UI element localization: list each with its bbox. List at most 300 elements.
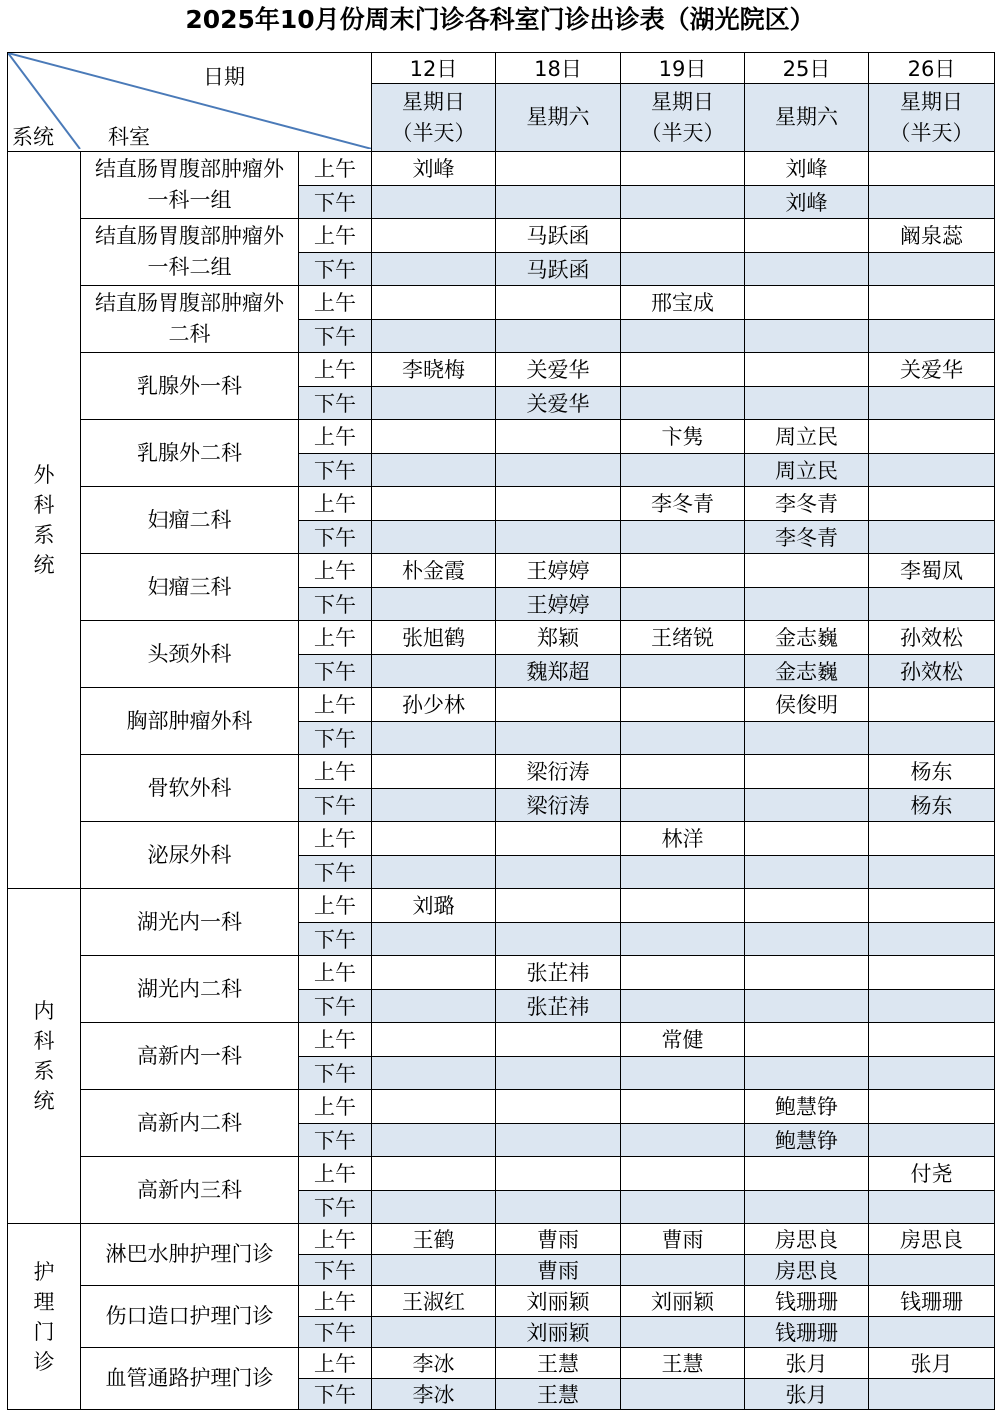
date-header: 19日 [621, 53, 745, 84]
doctor-cell [496, 420, 621, 454]
doctor-cell [372, 755, 496, 789]
department-name: 血管通路护理门诊 [105, 1366, 274, 1390]
corner-diagonal-lines [8, 53, 372, 149]
doctor-cell: 周立民 [745, 453, 869, 487]
period-pm: 下午 [299, 185, 372, 219]
doctor-cell: 孙效松 [869, 621, 995, 655]
day-header [869, 84, 995, 152]
doctor-cell: 李冰 [372, 1348, 496, 1379]
period-pm: 下午 [299, 252, 372, 286]
doctor-cell: 李蜀凤 [869, 554, 995, 588]
am-row [8, 219, 995, 253]
am-row [8, 487, 995, 521]
doctor-cell [745, 1056, 869, 1090]
doctor-cell: 王慧 [621, 1348, 745, 1379]
doctor-cell: 王慧 [496, 1348, 621, 1379]
doctor-cell [869, 822, 995, 856]
doctor-cell [372, 922, 496, 956]
doctor-cell [372, 420, 496, 454]
department-cell [81, 889, 299, 956]
doctor-cell: 房思良 [869, 1224, 995, 1255]
doctor-cell: 张芷祎 [496, 989, 621, 1023]
doctor-cell: 钱珊珊 [745, 1286, 869, 1317]
doctor-cell [621, 219, 745, 253]
doctor-cell [496, 1157, 621, 1191]
period-pm: 下午 [299, 1317, 372, 1348]
system-axis-label: 系统 [12, 125, 54, 149]
period-am: 上午 [299, 889, 372, 923]
am-row [8, 286, 995, 320]
doctor-cell: 李冬青 [745, 487, 869, 521]
doctor-cell: 王鹤 [372, 1224, 496, 1255]
doctor-cell [869, 520, 995, 554]
department-cell [81, 755, 299, 822]
department-name: 高新内二科 [137, 1110, 242, 1135]
doctor-cell: 鲍慧铮 [745, 1090, 869, 1124]
date-header: 12日 [372, 53, 496, 84]
doctor-cell [869, 1123, 995, 1157]
department-cell [81, 554, 299, 621]
doctor-cell [496, 319, 621, 353]
doctor-cell [496, 1056, 621, 1090]
doctor-cell [745, 319, 869, 353]
doctor-cell [496, 520, 621, 554]
department-name-line2: 一科二组 [147, 255, 232, 279]
day-name: 星期日 [402, 89, 466, 114]
doctor-cell [496, 688, 621, 722]
am-row [8, 1023, 995, 1057]
period-pm: 下午 [299, 587, 372, 621]
day-note: （半天） [889, 120, 974, 145]
doctor-cell [745, 286, 869, 320]
doctor-cell [869, 252, 995, 286]
doctor-cell [372, 855, 496, 889]
doctor-cell [745, 855, 869, 889]
doctor-cell: 孙少林 [372, 688, 496, 722]
doctor-cell: 曹雨 [496, 1224, 621, 1255]
period-pm: 下午 [299, 1056, 372, 1090]
department-name: 泌尿外科 [147, 842, 232, 867]
period-am: 上午 [299, 822, 372, 856]
am-row [8, 152, 995, 186]
dept-axis-label: 科室 [108, 125, 150, 149]
doctor-cell: 李冬青 [745, 520, 869, 554]
doctor-cell [372, 822, 496, 856]
doctor-cell [745, 1190, 869, 1224]
doctor-cell: 郑颖 [496, 621, 621, 655]
period-am: 上午 [299, 1348, 372, 1379]
doctor-cell: 马跃函 [496, 252, 621, 286]
doctor-cell [372, 453, 496, 487]
doctor-cell: 王慧 [496, 1379, 621, 1410]
doctor-cell [869, 922, 995, 956]
day-note: （半天） [391, 120, 476, 145]
period-pm: 下午 [299, 1190, 372, 1224]
doctor-cell [745, 989, 869, 1023]
period-pm: 下午 [299, 520, 372, 554]
day-header [745, 84, 869, 152]
doctor-cell [745, 1023, 869, 1057]
system-name-char: 内 [33, 999, 55, 1023]
doctor-cell [372, 788, 496, 822]
doctor-cell [372, 1157, 496, 1191]
department-cell [81, 1157, 299, 1224]
department-cell [81, 1023, 299, 1090]
doctor-cell: 房思良 [745, 1255, 869, 1286]
period-am: 上午 [299, 487, 372, 521]
doctor-cell [869, 956, 995, 990]
doctor-cell [496, 185, 621, 219]
period-am: 上午 [299, 621, 372, 655]
doctor-cell: 朴金霞 [372, 554, 496, 588]
period-am: 上午 [299, 1157, 372, 1191]
department-name: 淋巴水肿护理门诊 [105, 1242, 274, 1266]
department-name: 结直肠胃腹部肿瘤外 [95, 291, 284, 315]
day-name: 星期日 [651, 89, 715, 114]
doctor-cell: 曹雨 [496, 1255, 621, 1286]
period-pm: 下午 [299, 386, 372, 420]
doctor-cell [745, 386, 869, 420]
doctor-cell [496, 286, 621, 320]
date-axis-label: 日期 [203, 65, 245, 89]
department-name: 结直肠胃腹部肿瘤外 [95, 157, 284, 181]
doctor-cell [372, 654, 496, 688]
department-cell [81, 152, 299, 219]
doctor-cell: 王绪锐 [621, 621, 745, 655]
doctor-cell [869, 1023, 995, 1057]
department-cell [81, 420, 299, 487]
doctor-cell [869, 1056, 995, 1090]
doctor-cell [621, 587, 745, 621]
doctor-cell [621, 1056, 745, 1090]
doctor-cell: 刘璐 [372, 889, 496, 923]
doctor-cell [372, 1090, 496, 1124]
am-row [8, 353, 995, 387]
doctor-cell [869, 386, 995, 420]
doctor-cell: 房思良 [745, 1224, 869, 1255]
doctor-cell [745, 554, 869, 588]
doctor-cell [372, 1190, 496, 1224]
doctor-cell [621, 453, 745, 487]
am-row [8, 554, 995, 588]
department-cell [81, 286, 299, 353]
department-name: 头颈外科 [147, 641, 232, 666]
department-cell [81, 956, 299, 1023]
period-pm: 下午 [299, 319, 372, 353]
doctor-cell [745, 922, 869, 956]
date-header: 18日 [496, 53, 621, 84]
department-cell [81, 621, 299, 688]
doctor-cell: 李晓梅 [372, 353, 496, 387]
doctor-cell [869, 319, 995, 353]
system-name-char: 诊 [33, 1349, 55, 1374]
system-cell [8, 152, 81, 889]
department-name-line2: 一科一组 [147, 188, 232, 212]
period-am: 上午 [299, 219, 372, 253]
doctor-cell [869, 989, 995, 1023]
system-name-char: 科 [33, 493, 55, 517]
department-cell [81, 1348, 299, 1410]
doctor-cell [621, 1090, 745, 1124]
doctor-cell: 金志巍 [745, 654, 869, 688]
department-cell [81, 688, 299, 755]
doctor-cell [869, 286, 995, 320]
system-name-char: 理 [33, 1289, 55, 1314]
doctor-cell [496, 152, 621, 186]
am-row [8, 688, 995, 722]
doctor-cell [372, 1023, 496, 1057]
doctor-cell [496, 1090, 621, 1124]
period-pm: 下午 [299, 721, 372, 755]
doctor-cell [621, 1123, 745, 1157]
period-am: 上午 [299, 956, 372, 990]
system-name-char: 统 [33, 1089, 55, 1113]
period-pm: 下午 [299, 1255, 372, 1286]
doctor-cell [745, 956, 869, 990]
department-name: 高新内一科 [137, 1043, 242, 1068]
system-name-char: 门 [33, 1319, 55, 1344]
schedule-body [8, 152, 995, 1410]
doctor-cell [621, 353, 745, 387]
doctor-cell: 曹雨 [621, 1224, 745, 1255]
doctor-cell: 张月 [745, 1379, 869, 1410]
doctor-cell [496, 855, 621, 889]
doctor-cell [372, 252, 496, 286]
department-name: 骨软外科 [147, 775, 232, 800]
doctor-cell [869, 688, 995, 722]
doctor-cell [372, 1317, 496, 1348]
system-cell [8, 1224, 81, 1410]
doctor-cell [869, 1317, 995, 1348]
doctor-cell [621, 185, 745, 219]
doctor-cell [372, 1123, 496, 1157]
doctor-cell: 关爱华 [496, 353, 621, 387]
doctor-cell [372, 219, 496, 253]
department-cell [81, 219, 299, 286]
doctor-cell [621, 889, 745, 923]
doctor-cell: 马跃函 [496, 219, 621, 253]
period-am: 上午 [299, 1023, 372, 1057]
doctor-cell [621, 956, 745, 990]
am-row [8, 1348, 995, 1379]
doctor-cell [621, 252, 745, 286]
department-name: 湖光内二科 [137, 976, 242, 1001]
period-am: 上午 [299, 1090, 372, 1124]
doctor-cell: 常健 [621, 1023, 745, 1057]
doctor-cell [621, 855, 745, 889]
system-name-char: 系 [33, 523, 55, 547]
doctor-cell [621, 386, 745, 420]
doctor-cell: 侯俊明 [745, 688, 869, 722]
doctor-cell: 关爱华 [869, 353, 995, 387]
doctor-cell: 王婷婷 [496, 587, 621, 621]
department-name: 妇瘤三科 [147, 574, 232, 599]
am-row [8, 755, 995, 789]
schedule-table [7, 52, 995, 1410]
doctor-cell [869, 1090, 995, 1124]
doctor-cell [745, 755, 869, 789]
doctor-cell [496, 1123, 621, 1157]
system-name-char: 统 [33, 553, 55, 577]
doctor-cell: 周立民 [745, 420, 869, 454]
period-am: 上午 [299, 286, 372, 320]
doctor-cell [869, 855, 995, 889]
doctor-cell [869, 453, 995, 487]
am-row [8, 822, 995, 856]
doctor-cell [745, 822, 869, 856]
period-am: 上午 [299, 1286, 372, 1317]
department-cell [81, 822, 299, 889]
am-row [8, 621, 995, 655]
doctor-cell: 阚泉蕊 [869, 219, 995, 253]
doctor-cell: 李冬青 [621, 487, 745, 521]
doctor-cell [372, 185, 496, 219]
doctor-cell: 刘峰 [745, 185, 869, 219]
doctor-cell [496, 889, 621, 923]
doctor-cell [621, 922, 745, 956]
department-name: 高新内三科 [137, 1177, 242, 1202]
period-am: 上午 [299, 688, 372, 722]
department-name: 伤口造口护理门诊 [105, 1304, 274, 1328]
doctor-cell: 刘峰 [372, 152, 496, 186]
doctor-cell [869, 487, 995, 521]
doctor-cell [496, 487, 621, 521]
doctor-cell [621, 989, 745, 1023]
date-header: 26日 [869, 53, 995, 84]
doctor-cell [869, 420, 995, 454]
doctor-cell: 卞隽 [621, 420, 745, 454]
doctor-cell [745, 587, 869, 621]
period-pm: 下午 [299, 788, 372, 822]
period-am: 上午 [299, 420, 372, 454]
doctor-cell [372, 386, 496, 420]
doctor-cell [869, 587, 995, 621]
doctor-cell: 梁衍涛 [496, 788, 621, 822]
doctor-cell: 刘峰 [745, 152, 869, 186]
doctor-cell: 鲍慧铮 [745, 1123, 869, 1157]
doctor-cell: 张月 [745, 1348, 869, 1379]
doctor-cell [496, 453, 621, 487]
doctor-cell [496, 721, 621, 755]
doctor-cell: 邢宝成 [621, 286, 745, 320]
header-corner [8, 53, 372, 152]
am-row [8, 1157, 995, 1191]
doctor-cell: 钱珊珊 [745, 1317, 869, 1348]
system-name-char: 护 [33, 1259, 55, 1284]
doctor-cell: 张月 [869, 1348, 995, 1379]
doctor-cell [372, 721, 496, 755]
doctor-cell [621, 554, 745, 588]
period-am: 上午 [299, 152, 372, 186]
doctor-cell [621, 721, 745, 755]
page-title: 2025年10月份周末门诊各科室门诊出诊表（湖光院区） [185, 5, 815, 34]
doctor-cell [372, 1056, 496, 1090]
doctor-cell: 刘丽颖 [496, 1317, 621, 1348]
doctor-cell [372, 487, 496, 521]
doctor-cell [372, 286, 496, 320]
doctor-cell: 金志巍 [745, 621, 869, 655]
period-pm: 下午 [299, 855, 372, 889]
doctor-cell: 王淑红 [372, 1286, 496, 1317]
day-name: 星期六 [526, 105, 590, 129]
doctor-cell [372, 520, 496, 554]
doctor-cell [621, 755, 745, 789]
doctor-cell: 王婷婷 [496, 554, 621, 588]
am-row [8, 889, 995, 923]
doctor-cell [372, 1255, 496, 1286]
doctor-cell: 关爱华 [496, 386, 621, 420]
period-pm: 下午 [299, 1123, 372, 1157]
doctor-cell: 张旭鹤 [372, 621, 496, 655]
period-pm: 下午 [299, 1379, 372, 1410]
doctor-cell: 钱珊珊 [869, 1286, 995, 1317]
day-name: 星期日 [900, 89, 964, 114]
doctor-cell [496, 1023, 621, 1057]
doctor-cell [496, 922, 621, 956]
doctor-cell [745, 889, 869, 923]
doctor-cell [621, 1317, 745, 1348]
doctor-cell [745, 252, 869, 286]
period-pm: 下午 [299, 922, 372, 956]
doctor-cell [745, 353, 869, 387]
period-am: 上午 [299, 554, 372, 588]
period-pm: 下午 [299, 453, 372, 487]
doctor-cell: 李冰 [372, 1379, 496, 1410]
department-name-line2: 二科 [168, 322, 211, 346]
period-am: 上午 [299, 755, 372, 789]
department-name: 妇瘤二科 [147, 507, 232, 532]
department-name: 结直肠胃腹部肿瘤外 [95, 224, 284, 248]
doctor-cell: 付尧 [869, 1157, 995, 1191]
doctor-cell [869, 185, 995, 219]
doctor-cell [496, 822, 621, 856]
doctor-cell: 杨东 [869, 755, 995, 789]
doctor-cell [621, 1255, 745, 1286]
department-name: 乳腺外二科 [137, 440, 242, 465]
date-header: 25日 [745, 53, 869, 84]
doctor-cell: 张芷祎 [496, 956, 621, 990]
doctor-cell [621, 1157, 745, 1191]
day-note: （半天） [640, 120, 725, 145]
doctor-cell [621, 319, 745, 353]
period-pm: 下午 [299, 654, 372, 688]
doctor-cell [869, 1190, 995, 1224]
doctor-cell [869, 721, 995, 755]
system-cell [8, 889, 81, 1224]
department-cell [81, 353, 299, 420]
doctor-cell: 杨东 [869, 788, 995, 822]
department-cell [81, 1224, 299, 1286]
department-name: 乳腺外一科 [137, 373, 242, 398]
period-am: 上午 [299, 353, 372, 387]
am-row [8, 420, 995, 454]
doctor-cell: 孙效松 [869, 654, 995, 688]
am-row [8, 1286, 995, 1317]
department-cell [81, 1090, 299, 1157]
system-name-char: 科 [33, 1029, 55, 1053]
department-name: 胸部肿瘤外科 [126, 708, 253, 733]
doctor-cell [621, 152, 745, 186]
doctor-cell [372, 319, 496, 353]
doctor-cell [621, 1190, 745, 1224]
doctor-cell: 林洋 [621, 822, 745, 856]
am-row [8, 1224, 995, 1255]
doctor-cell: 梁衍涛 [496, 755, 621, 789]
doctor-cell [621, 788, 745, 822]
period-pm: 下午 [299, 989, 372, 1023]
department-cell [81, 487, 299, 554]
department-cell [81, 1286, 299, 1348]
